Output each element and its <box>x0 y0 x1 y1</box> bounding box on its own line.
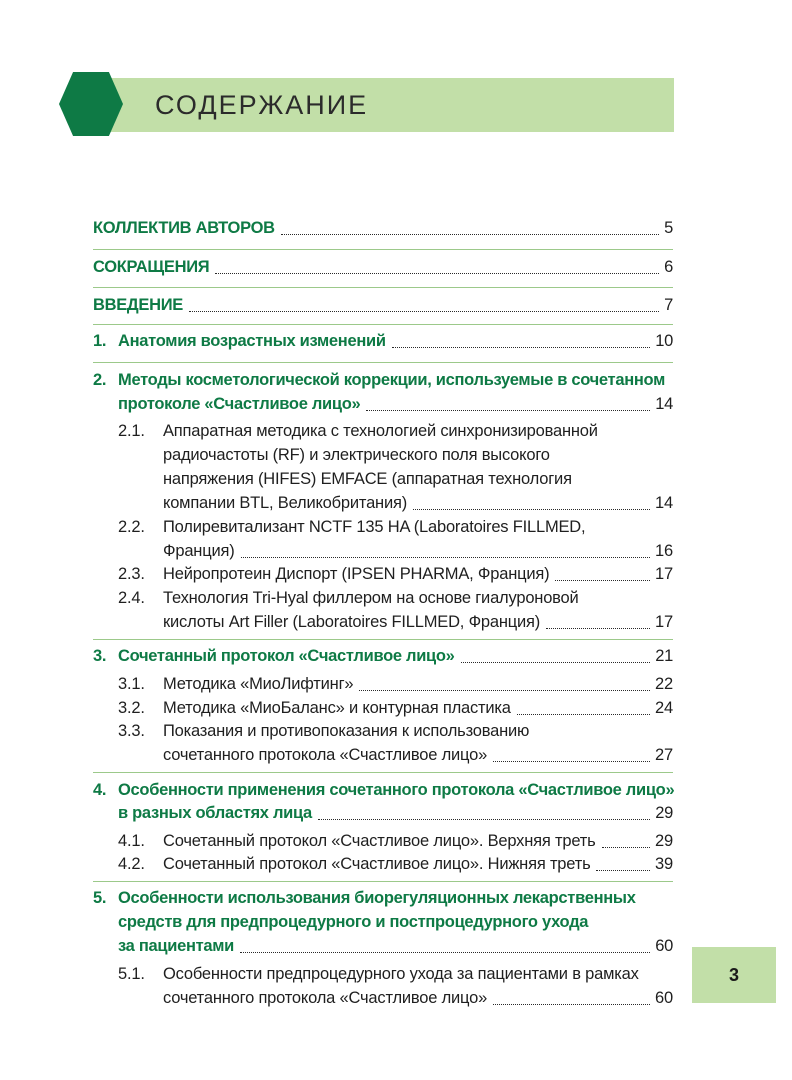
toc-entry-section-2[interactable] <box>118 393 673 416</box>
toc-page-number: 14 <box>655 494 673 512</box>
toc-page-number: 5 <box>664 219 673 237</box>
toc-entry-label: за пациентами <box>118 937 235 955</box>
dot-leader <box>241 557 651 558</box>
toc-entry-section-4-line1[interactable]: Особенности применения сочетанного протокола «Счастливое лицо» <box>118 781 675 799</box>
divider <box>93 639 673 640</box>
toc-page-number: 39 <box>655 855 673 873</box>
dot-leader <box>281 234 659 235</box>
toc-entry-2-1-line2[interactable]: радиочастоты (RF) и электрического поля высокого <box>163 446 550 464</box>
subsection-number: 4.1. <box>118 832 145 850</box>
divider <box>93 362 673 363</box>
toc-entry-section-1[interactable] <box>118 330 673 353</box>
divider <box>93 772 673 773</box>
toc-entry-label: в разных областях лица <box>118 804 312 822</box>
toc-entry-section-5[interactable] <box>118 935 673 958</box>
dot-leader <box>392 347 651 348</box>
toc-entry-3-2[interactable] <box>163 697 673 720</box>
toc-page-number: 6 <box>664 258 673 276</box>
toc-entry-4-1[interactable] <box>163 830 673 853</box>
dot-leader <box>215 273 659 274</box>
toc-entry-introduction[interactable] <box>93 294 673 317</box>
toc-page-number: 14 <box>655 395 673 413</box>
toc-entry-label: Анатомия возрастных изменений <box>118 332 386 350</box>
toc-entry-label: Методика «МиоБаланс» и контурная пластика <box>163 699 511 717</box>
toc-entry-label: КОЛЛЕКТИВ АВТОРОВ <box>93 219 275 237</box>
dot-leader <box>366 410 650 411</box>
toc-entry-2-3[interactable] <box>163 563 673 586</box>
subsection-number: 4.2. <box>118 855 145 873</box>
toc-entry-label: ВВЕДЕНИЕ <box>93 296 183 314</box>
toc-entry-label: Сочетанный протокол «Счастливое лицо». Верхняя треть <box>163 832 596 850</box>
dot-leader <box>602 847 651 848</box>
toc-page-number: 60 <box>655 989 673 1007</box>
divider <box>93 324 673 325</box>
subsection-number: 3.1. <box>118 675 145 693</box>
subsection-number: 2.4. <box>118 589 145 607</box>
dot-leader <box>596 870 650 871</box>
dot-leader <box>555 580 650 581</box>
toc-entry-2-1-line1[interactable]: Аппаратная методика с технологией синхронизированной <box>163 422 598 440</box>
toc-entry-label: СОКРАЩЕНИЯ <box>93 258 210 276</box>
toc-entry-label: Сочетанный протокол «Счастливое лицо». Нижняя треть <box>163 855 591 873</box>
section-number: 4. <box>93 781 107 799</box>
toc-page-number: 7 <box>664 296 673 314</box>
subsection-number: 5.1. <box>118 965 145 983</box>
toc-page-number: 16 <box>655 542 673 560</box>
dot-leader <box>461 662 651 663</box>
toc-entry-2-2-line1[interactable]: Полиревитализант NCTF 135 HA (Laboratoires FILLMED, <box>163 518 586 536</box>
subsection-number: 2.1. <box>118 422 145 440</box>
toc-entry-3-3[interactable] <box>163 744 673 767</box>
toc-page-number: 29 <box>655 832 673 850</box>
toc-entry-3-3-line1[interactable]: Показания и противопоказания к использованию <box>163 722 530 740</box>
dot-leader <box>318 819 650 820</box>
divider <box>93 249 673 250</box>
toc-entry-2-4-line1[interactable]: Технология Tri-Hyal филлером на основе гиалуроновой <box>163 589 579 607</box>
toc-entry-section-4[interactable] <box>118 802 673 825</box>
toc-entry-section-3[interactable] <box>118 645 673 668</box>
toc-entry-section-2-line1[interactable]: Методы косметологической коррекции, используемые в сочетанном <box>118 371 665 389</box>
page-title: СОДЕРЖАНИЕ <box>155 90 369 120</box>
subsection-number: 3.2. <box>118 699 145 717</box>
toc-entry-2-4[interactable] <box>163 611 673 634</box>
toc-entry-label: протоколе «Счастливое лицо» <box>118 395 361 413</box>
section-number: 1. <box>93 332 107 350</box>
divider <box>93 287 673 288</box>
toc-page-number: 10 <box>655 332 673 350</box>
toc-entry-label: сочетанного протокола «Счастливое лицо» <box>163 746 488 764</box>
dot-leader <box>189 311 659 312</box>
subsection-number: 2.2. <box>118 518 145 536</box>
toc-entry-label: Нейропротеин Диспорт (IPSEN PHARMA, Франция) <box>163 565 550 583</box>
subsection-number: 2.3. <box>118 565 145 583</box>
toc-page-number: 17 <box>655 565 673 583</box>
page-number: 3 <box>728 964 739 985</box>
section-number: 3. <box>93 647 107 665</box>
subsection-number: 3.3. <box>118 722 145 740</box>
section-number: 2. <box>93 371 107 389</box>
toc-page-number: 22 <box>655 675 673 693</box>
dot-leader <box>240 952 650 953</box>
section-number: 5. <box>93 889 107 907</box>
dot-leader <box>493 761 650 762</box>
toc-page-number: 21 <box>655 647 673 665</box>
toc-entry-5-1[interactable] <box>163 987 673 1010</box>
page-number-tab <box>692 947 776 1003</box>
dot-leader <box>517 714 650 715</box>
divider <box>93 881 673 882</box>
toc-entry-5-1-line1[interactable]: Особенности предпроцедурного ухода за пациентами в рамках <box>163 965 639 983</box>
toc-entry-label: Франция) <box>163 542 235 560</box>
dot-leader <box>413 509 650 510</box>
toc-entry-2-1-line3[interactable]: напряжения (HIFES) EMFACE (аппаратная технология <box>163 470 572 488</box>
toc-entry-4-2[interactable] <box>163 853 673 876</box>
toc-page-number: 24 <box>655 699 673 717</box>
toc-page-number: 27 <box>655 746 673 764</box>
toc-entry-2-2[interactable] <box>163 540 673 563</box>
dot-leader <box>493 1004 650 1005</box>
toc-entry-section-5-line2[interactable]: средств для предпроцедурного и постпроцедурного ухода <box>118 913 589 931</box>
dot-leader <box>546 628 650 629</box>
toc-entry-label: Методика «МиоЛифтинг» <box>163 675 354 693</box>
toc-entry-label: сочетанного протокола «Счастливое лицо» <box>163 989 488 1007</box>
dot-leader <box>359 690 650 691</box>
toc-entry-abbreviations[interactable] <box>93 256 673 279</box>
toc-entry-authors[interactable] <box>93 217 673 240</box>
toc-entry-label: Сочетанный протокол «Счастливое лицо» <box>118 647 455 665</box>
toc-entry-label: кислоты Art Filler (Laboratoires FILLMED, Франция) <box>163 613 541 631</box>
toc-entry-3-1[interactable] <box>163 673 673 696</box>
toc-page-number: 60 <box>655 937 673 955</box>
toc-entry-label: компании BTL, Великобритания) <box>163 494 408 512</box>
toc-page-number: 29 <box>655 804 673 822</box>
toc-entry-2-1[interactable] <box>163 492 673 515</box>
toc-page-number: 17 <box>655 613 673 631</box>
toc-entry-section-5-line1[interactable]: Особенности использования биорегуляционных лекарственных <box>118 889 636 907</box>
